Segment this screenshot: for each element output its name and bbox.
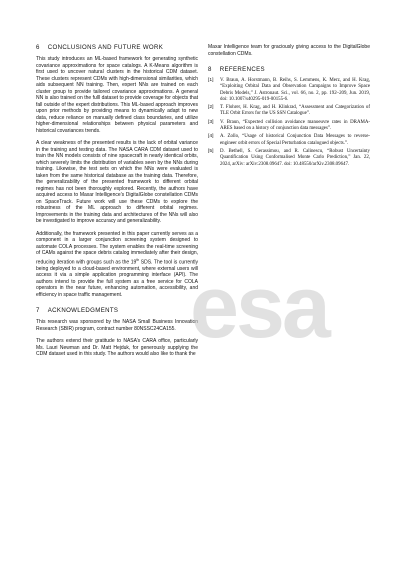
reference-text: V. Braun, “Expected collision avoidance manoeuvre rates in DRAMA-ARES based on a history of conjunction data messages”. xyxy=(220,119,370,132)
section-heading-conclusions xyxy=(36,44,198,51)
reference-item xyxy=(208,120,370,133)
section-title: ACKNOWLEDGMENTS xyxy=(47,307,119,315)
right-column xyxy=(208,44,370,170)
section-title: REFERENCES xyxy=(219,66,265,73)
reference-text: V. Braun, A. Horstmann, B. Reihs, S. Lemmens, K. Merz, and H. Krag, “Exploiting Orbital Data and Observation Campaigns to Improve Space Debris Models,” J. Astronaut. Sci., vol. 66, no. 2, pp. 192–209, Jun. 2019, doi: 10.1007/s40295-019-00155-6. xyxy=(220,78,370,102)
paragraph: This research was sponsored by the NASA Small Business Innovation Research (SBIR) program, contract number 80NSSC24CA155. xyxy=(36,319,198,332)
paragraph-text: SDS. The tool is currently being deployed to a cloud-based environment, where external users will access it via a simple application programming interface (API). The authors intend to provide the full system as a free service for COLA operators in the near future, enhancing automation, accessibility, and efficiency in space traffic management. xyxy=(36,259,198,298)
left-column xyxy=(36,44,198,364)
section-title: CONCLUSIONS AND FUTURE WORK xyxy=(47,44,164,51)
reference-text: A. Zollo, “Usage of historical Conjunction Data Messages to reverse-engineer orbit errors of Special Perturbation catalogued objects.”. xyxy=(220,134,370,146)
paragraph-text: Additionally, the framework presented in this paper currently serves as a component in a larger conjunction screening system designed to automate COLA processes. The system enables the real-time screening of CAMs against the space debris catalog immediately after their design, reducing iteration with groups such as the 19 xyxy=(36,230,198,266)
reference-item xyxy=(208,105,370,118)
paragraph: The authors extend their gratitude to NASA’s CARA office, particularly Ms. Lauri Newman and Dr. Matt Hejduk, for generously supplying the CDM dataset used in this study. The authors would also like to thank the xyxy=(36,338,198,358)
reference-list xyxy=(208,78,370,168)
reference-text: T. Flohrer, H. Krag, and H. Klinkrad, “Assessment and Categorization of TLE Orbit Errors for the US SSN Catalogue”. xyxy=(220,105,370,117)
reference-item xyxy=(208,134,370,147)
reference-number: [2] xyxy=(208,105,214,111)
section-number: 6 xyxy=(36,44,40,51)
paragraph: A clear weakness of the presented results is the lack of orbital variance in the training and testing data. The NASA CARA CDM dataset used to train the NN models consists of nine spacecraft in nearly identical orbits, which severely limits the distribution of variables seen by the NNs during training. Likewise, the test sets on which the NNs were evaluated is taken from the same historical database as the training data. Therefore, the generalizability of the presented framework to different orbital regimes has not been thoroughly explored. Recently, the authors have acquired access to Maxar Intelligence’s DigitalGlobe constellation CDMs on SpaceTrack. Future work will use these CDMs to explore the robustness of the ML approach to different orbital regimes. Improvements in the training data and architectures of the NNs will also be investigated to improve accuracy and generalizability. xyxy=(36,140,198,224)
reference-item xyxy=(208,78,370,103)
section-heading-acknowledgments xyxy=(36,307,198,314)
reference-number: [3] xyxy=(208,119,214,125)
reference-number: [1] xyxy=(208,78,214,83)
section-heading-references xyxy=(208,66,370,73)
section-number: 8 xyxy=(208,66,212,73)
paragraph: This study introduces an ML-based framework for generating synthetic covariance approximations for space catalogs. A K-Means algorithm is first used to uncover natural clusters in the historical CDM dataset. These clusters represent CDMs with high-dimensional similarities, which aids subsequent NN training. Then, expert NNs are trained on each cluster group to provide tailored covariance approximations. A general NN is also trained on the fulll dataset to provide coverage for objects that fall outside of the expert distributions. This ML-based approach improves upon prior methods by providing means to dynamically adapt to new data, reduce reliance on manually defined class boundaries, and utilize higher-dimensional relationships between physical parameters and historical covariances trends. xyxy=(36,56,198,134)
reference-item xyxy=(208,149,370,168)
reference-number: [5] xyxy=(208,148,214,154)
esa-watermark-logo: esa xyxy=(190,257,328,356)
reference-number: [4] xyxy=(208,134,214,140)
section-number: 7 xyxy=(36,307,40,315)
reference-text: D. Bethell, S. Gerassimou, and R. Calinescu, “Robust Uncertainty Quantification Using Conformalised Monte Carlo Prediction,” Jan. 22, 2024, arXiv: arXiv:2308.09647. doi: 10.48550/arXiv.2308.09647. xyxy=(220,148,370,167)
paragraph: Maxar Intelligence team for graciously giving access to the DigitalGlobe constellation CDMs. xyxy=(208,44,370,57)
superscript: th xyxy=(136,257,140,262)
paragraph xyxy=(36,231,198,299)
